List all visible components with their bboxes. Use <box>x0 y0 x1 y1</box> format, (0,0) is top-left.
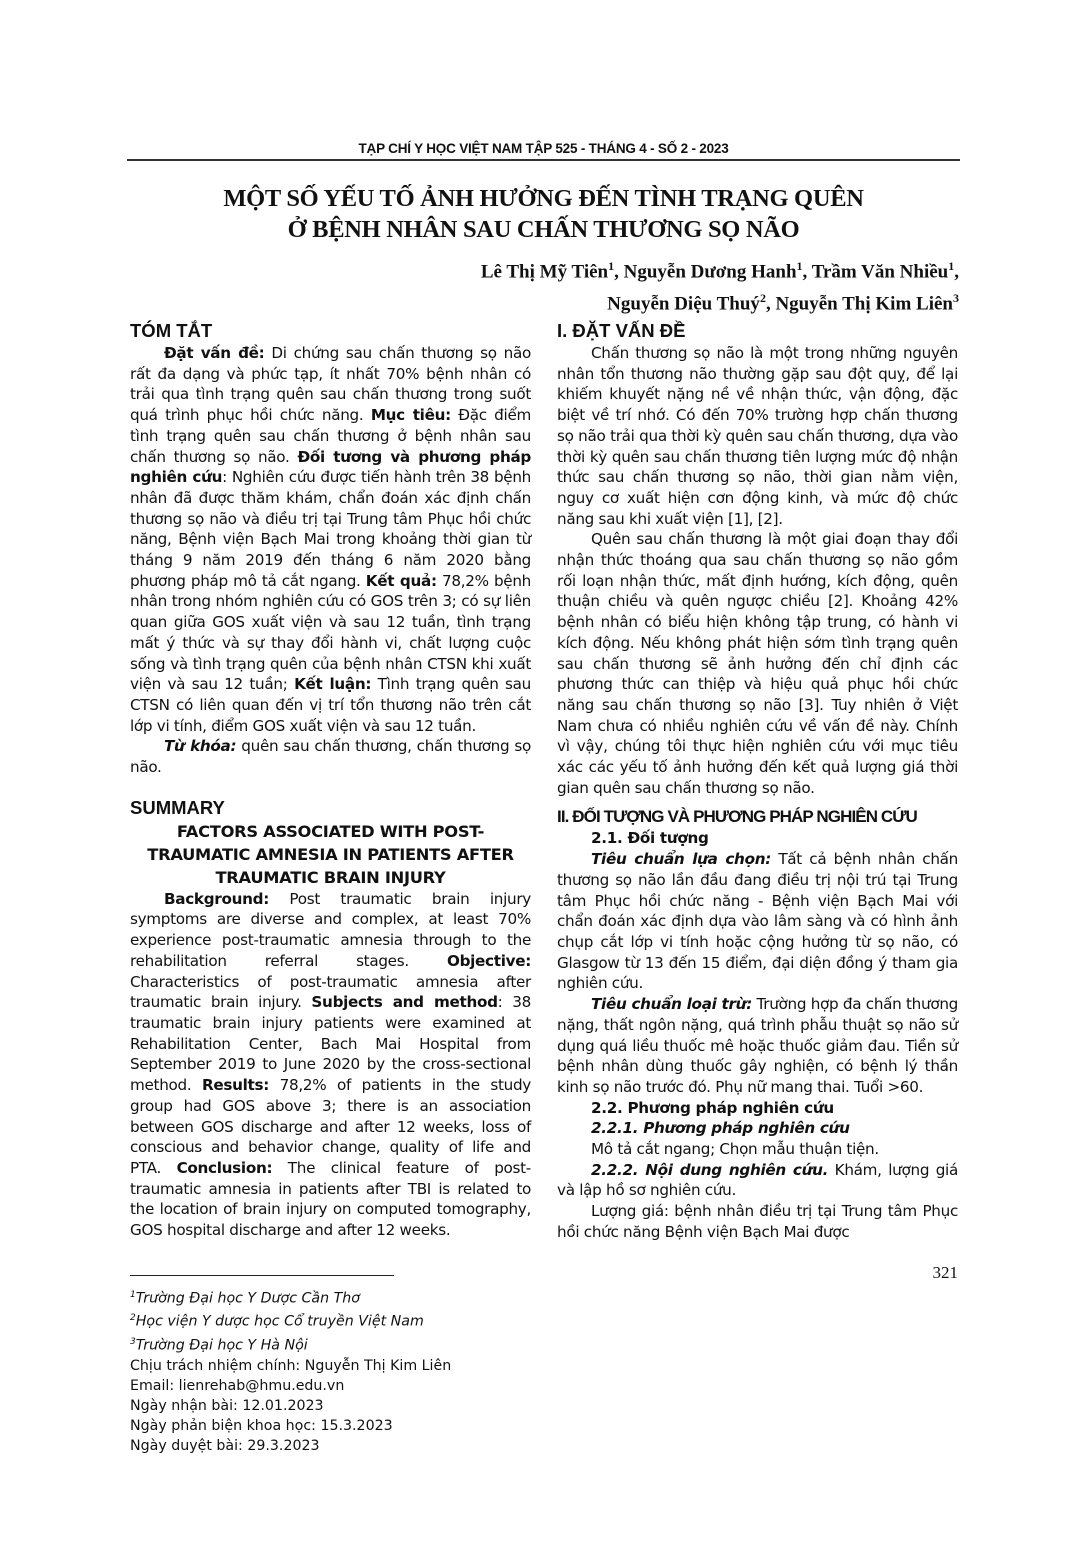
section1-body <box>557 343 958 798</box>
left-column <box>130 320 531 1456</box>
page-number: 321 <box>932 1262 958 1282</box>
subsection-2-2-1-body <box>557 1139 958 1160</box>
body-text: The clinical feature of post-traumatic amnesia in patients after TBI is related to the location of brain injury on computed tomography, GOS hospital discharge and after 12 weeks. <box>130 1158 531 1240</box>
article-title <box>127 183 960 245</box>
body-text: : Nghiên cứu được tiến hành trên 38 bệnh nhân đã được thăm khám, chẩn đoán xác định chấn thương sọ não và điều trị tại Trung tâm Phục hồi chức năng, Bệnh viện Bạch Mai trong khoảng thời gian từ tháng 9 năm 2019 đến tháng 6 năm 2020 bằng phương pháp mô tả cắt ngang. <box>130 468 531 590</box>
section1-heading: I. ĐẶT VẤN ĐỀ <box>557 320 686 341</box>
paragraph <box>557 1201 958 1242</box>
body-text: Tất cả bệnh nhân chấn thương sọ não lần đầu đang điều trị nội trú tại Trung tâm Phục hồi chức năng - Bệnh viện Bạch Mai với chẩn đoán xác định dựa vào lâm sàng và có hình ảnh chụp cắt lớp vi tính hoặc cộng hưởng từ sọ não, có Glasgow từ 13 đến 15 điểm, đại diện đồng ý tham gia nghiên cứu. <box>557 850 958 993</box>
emphasis-text: Background: <box>164 889 269 908</box>
paragraph <box>557 994 958 1098</box>
separator: , <box>765 293 776 315</box>
body-text: Mô tả cắt ngang; Chọn mẫu thuận tiện. <box>591 1140 879 1159</box>
body-text: Tình trạng quên sau CTSN có liên quan đến vị trí tổn thương não trên cắt lớp vi tính, điểm GOS xuất viện và sau 12 tuần. <box>130 675 531 735</box>
emphasis-text: Kết luận: <box>294 675 372 694</box>
author-line <box>481 253 959 285</box>
paragraph <box>557 529 958 798</box>
subsection-2-2-2-body <box>557 1160 958 1243</box>
author-name: Lê Thị Mỹ Tiên <box>480 261 609 283</box>
abstract-heading: TÓM TẮT <box>130 320 213 341</box>
paragraph <box>130 736 531 777</box>
affiliation-text: Trường Đại học Y Hà Nội <box>135 1337 308 1354</box>
affiliation-text: Trường Đại học Y Dược Cần Thơ <box>135 1290 360 1307</box>
emphasis-text: Conclusion: <box>176 1158 273 1177</box>
body-text: Trường hợp đa chấn thương nặng, thất ngôn nặng, quá trình phẫu thuật sọ não sử dụng quá liều thuốc mê hoặc thuốc giảm đau. Tiền sử bệnh nhân dùng thuốc gây nghiện, có bệnh lý thần kinh sọ não trước đó. Phụ nữ mang thai. Tuổi >60. <box>557 995 958 1096</box>
subsection-2-2-heading: 2.2. Phương pháp nghiên cứu <box>591 1098 834 1117</box>
title-line: MỘT SỐ YẾU TỐ ẢNH HƯỞNG ĐẾN TÌNH TRẠNG QUÊN <box>223 185 864 212</box>
emphasis-text: 2.2.2. Nội dung nghiên cứu. <box>591 1160 829 1179</box>
affiliation-note <box>130 1308 531 1332</box>
paragraph <box>130 889 531 1241</box>
author-affiliation: 1 <box>796 259 803 273</box>
body-text: Lượng giá: bệnh nhân điều trị tại Trung tâm Phục hồi chức năng Bệnh viện Bạch Mai được <box>557 1202 958 1241</box>
body-text: Khám, lượng giá và lập hồ sơ nghiên cứu. <box>557 1160 958 1200</box>
affiliation-number: 3 <box>130 1337 136 1348</box>
right-column <box>557 320 958 1283</box>
separator: , <box>954 261 959 283</box>
header-rule <box>127 159 960 161</box>
footnote-rule <box>130 1275 394 1276</box>
author-name: Nguyễn Dương Hanh <box>623 261 797 283</box>
emphasis-text: Subjects and method <box>311 993 498 1012</box>
emphasis-text: Tiêu chuẩn lựa chọn: <box>591 850 771 869</box>
body-text: Characteristics of post-traumatic amnesia after traumatic brain injury. <box>130 972 531 1012</box>
affiliation-note <box>130 1285 531 1309</box>
subsection-2-1-body <box>557 849 958 1097</box>
paragraph <box>130 343 531 736</box>
body-text: : 38 traumatic brain injury patients were examined at Rehabilitation Center, Bach Mai Hospital from September 2019 to June 2020 by the cross-sectional method. <box>130 993 531 1095</box>
body-text: Chấn thương sọ não là một trong những nguyên nhân tổn thương não thường gặp sau đột quỵ, để lại khiếm khuyết nặng nề về nhận thức, vận động, đặc biệt về trí nhớ. Có đến 70% trường hợp chấn thương sọ não trải qua thời kỳ quên sau chấn thương, dựa vào thời kỳ quên sau chấn thương tiên lượng mức độ nhận thức sau chấn thương sọ não, thời gian nằm viện, nguy cơ xuất hiện cơn động kinh, và mức độ chức năng sau khi xuất viện [1], [2]. <box>557 344 958 528</box>
journal-header: TẠP CHÍ Y HỌC VIỆT NAM TẬP 525 - THÁNG 4 - SỐ 2 - 2023 <box>358 141 729 156</box>
affiliation-number: 2 <box>130 1313 136 1324</box>
email[interactable]: Email: lienrehab@hmu.edu.vn <box>130 1377 345 1394</box>
author-name: Nguyễn Diệu Thuý <box>607 293 760 315</box>
summary-body <box>130 889 531 1241</box>
separator: , <box>802 261 812 283</box>
separator: , <box>614 261 624 283</box>
corresponding-author: Chịu trách nhiệm chính: Nguyễn Thị Kim Liên <box>130 1357 452 1374</box>
affiliation-text: Học viện Y dược học Cổ truyền Việt Nam <box>135 1314 424 1331</box>
emphasis-text: Đối tương và phương pháp nghiên cứu <box>130 447 531 487</box>
received-date: Ngày nhận bài: 12.01.2023 <box>130 1397 324 1414</box>
author-affiliation: 3 <box>953 291 959 306</box>
emphasis-text: Đặt vấn đề: <box>164 344 265 362</box>
author-affiliation: 2 <box>759 291 766 306</box>
abstract-body <box>130 343 531 778</box>
author-affiliation: 1 <box>608 259 615 273</box>
subsection-2-2-1-heading: 2.2.1. Phương pháp nghiên cứu <box>591 1119 850 1138</box>
body-text: Quên sau chấn thương là một giai đoạn thay đổi nhận thức thoáng qua sau chấn thương sọ não gồm rối loạn nhận thức, mất định hướng, kích động, quên thuận chiều và quên ngược chiều [2]. Khoảng 42% bệnh nhân có biểu hiện không tập trung, có hành vi kích động. Nếu không phát hiện sớm tình trạng quên sau chấn thương sẽ ảnh hưởng đến chỉ định các phương thức can thiệp và hiệu quả phục hồi chức năng sau chấn thương sọ não [3]. Tuy nhiên ở Việt Nam chưa có nhiều nghiên cứu về vấn đề này. Chính vì vậy, chúng tôi thực hiện nghiên cứu với mục tiêu xác các yếu tố ảnh hưởng đến kết quả lượng giá thời gian quên sau chấn thương sọ não. <box>557 530 958 797</box>
body-text: 78,2% bệnh nhân trong nhóm nghiên cứu có GOS trên 3; có sự liên quan giữa GOS xuất viện và sau 12 tuần, tình trạng mất ý thức và sự thay đổi hành vi, chất lượng cuộc sống và tình trạng quên của bệnh nhân CTSN khi xuất viện và sau 12 tuần; <box>130 571 531 694</box>
title-line: Ở BỆNH NHÂN SAU CHẤN THƯƠNG SỌ NÃO <box>287 216 800 243</box>
body-text: 78,2% of patients in the study group had GOS above 3; there is an association between GOS discharge and after 12 weeks, loss of conscious and behavior change, quality of life and PTA. <box>130 1076 531 1177</box>
summary-heading: SUMMARY <box>130 796 225 818</box>
paragraph <box>557 1139 958 1160</box>
section2-heading: II. ĐỐI TƯỢNG VÀ PHƯƠNG PHÁP NGHIÊN CỨU <box>557 807 917 827</box>
emphasis-text: Results: <box>202 1076 270 1095</box>
emphasis-text: Objective: <box>446 951 531 970</box>
footnotes <box>130 1285 531 1456</box>
accepted-date: Ngày duyệt bài: 29.3.2023 <box>130 1437 320 1454</box>
footnote-area <box>130 1275 531 1456</box>
emphasis-text: Mục tiêu: <box>370 406 451 425</box>
paragraph <box>557 1160 958 1201</box>
author-line <box>481 285 959 317</box>
author-list <box>481 253 959 318</box>
author-name: Trầm Văn Nhiều <box>811 261 949 283</box>
affiliation-note <box>130 1332 531 1356</box>
subsection-2-1-heading: 2.1. Đối tượng <box>591 829 709 848</box>
emphasis-text: Kết quả: <box>365 571 437 590</box>
author-affiliation: 1 <box>948 259 955 273</box>
body-text: quên sau chấn thương, chấn thương sọ não. <box>130 737 531 777</box>
emphasis-text: Tiêu chuẩn loại trừ: <box>591 995 752 1014</box>
body-text: Di chứng sau chấn thương sọ não rất đa dạng và phức tạp, ít nhất 70% bệnh nhân có trải qua tình trạng quên sau chấn thương trong suốt quá trình phục hồi chức năng. <box>130 344 531 425</box>
paragraph <box>557 343 958 529</box>
affiliation-number: 1 <box>130 1289 136 1300</box>
paragraph <box>557 849 958 994</box>
author-name: Nguyễn Thị Kim Liên <box>775 293 953 315</box>
emphasis-text: Từ khóa: <box>164 737 237 756</box>
summary-title: FACTORS ASSOCIATED WITH POST-TRAUMATIC AMNESIA IN PATIENTS AFTER TRAUMATIC BRAIN INJURY <box>147 821 514 887</box>
body-text: Đặc điểm tình trạng quên sau chấn thương ở bệnh nhân sau chấn thương sọ não. <box>130 406 531 466</box>
review-date: Ngày phản biện khoa học: 15.3.2023 <box>130 1417 393 1434</box>
body-text: Post traumatic brain injury symptoms are diverse and complex, at least 70% experience post-traumatic amnesia through to the rehabilitation referral stages. <box>130 889 531 970</box>
